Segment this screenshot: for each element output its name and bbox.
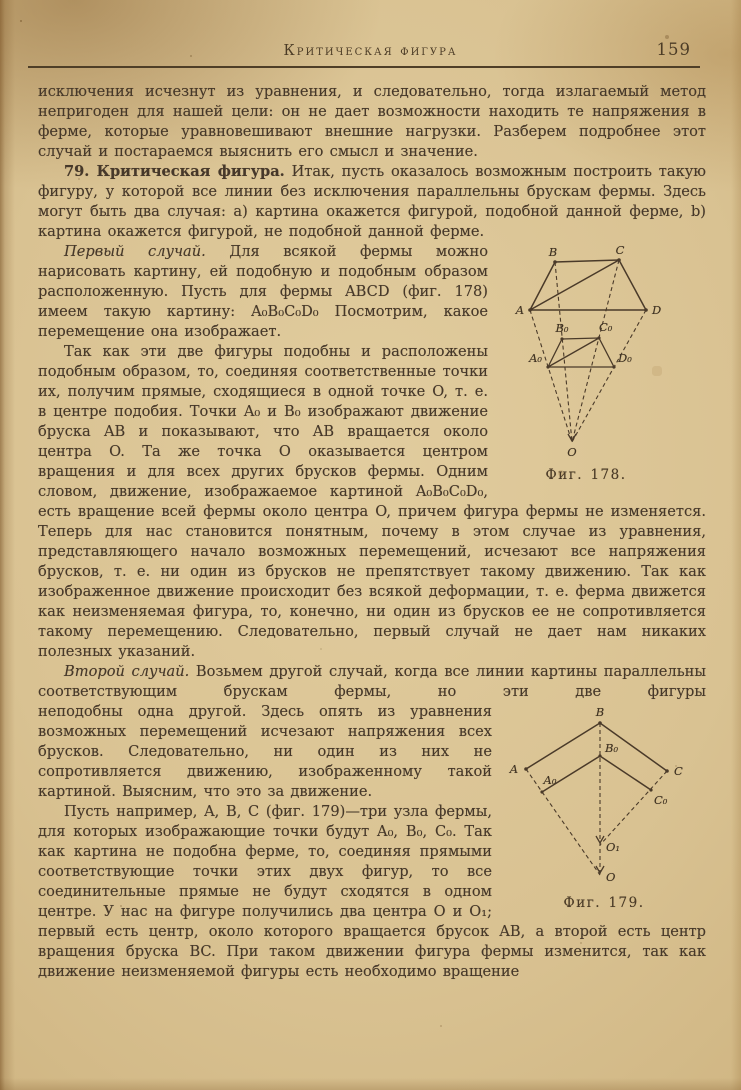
truss-abc xyxy=(526,723,667,771)
vertex-label-b0: B₀ xyxy=(555,321,569,335)
page-body xyxy=(38,82,706,982)
center-label-o1: O₁ xyxy=(606,840,621,854)
figure-caption-178: Фиг. 178. xyxy=(545,467,627,483)
truss-abcd xyxy=(530,260,646,310)
picture-a0b0c0d0 xyxy=(548,338,614,367)
vertex-a xyxy=(524,767,528,771)
vertex-label-c0: C₀ xyxy=(599,320,613,334)
ray-b-o xyxy=(555,262,572,442)
header-divider xyxy=(28,66,700,68)
vertex-label-a: A xyxy=(509,762,518,776)
vertex-label-d: D xyxy=(652,303,662,317)
vertex-label-c0: C₀ xyxy=(654,793,668,807)
vertex-b0 xyxy=(598,754,601,757)
vertex-c xyxy=(617,258,621,262)
paragraph-text: Пусть например, A, B, C (фиг. 179)—три узла фермы, для которых изображающие точки будут A₀, B₀, C₀. Так как картина не подобна ферме, то, соединяя прямыми соответствующие точки этих двух фигур, то все соединительные прямые не будут сходятся в одном центре. У нас на фигуре получились два центра O и O₁; первый есть центр, около которого вращается брусок AB, а второй есть центр вращения бруска BC. При таком движении фигура фермы изменится, так как движение неизменяемой фигуры есть необходимо вращение xyxy=(38,803,706,980)
vertex-c0 xyxy=(649,788,652,791)
paragraph-text: Для всякой фермы можно нарисовать картину, ей подобную и подобным образом расположенную. Пусть для фермы ABCD (фиг. 178) имеем такую картину: A₀B₀C₀D₀ Посмотрим, какое перемещение она изображает. xyxy=(38,243,488,340)
vertex-label-a: A xyxy=(515,303,524,317)
figure-178 xyxy=(500,244,706,485)
vertex-label-a0: A₀ xyxy=(543,773,557,787)
section-heading: 79. Критическая фигура. xyxy=(64,163,285,180)
paper-specks xyxy=(20,20,22,22)
vertex-a xyxy=(528,308,532,312)
paragraph-text: подобны одна другой. Здесь опять из уравнения возможных перемещений исчезают напряжения всех брусков. Следовательно, ни один из них не сопротивляется движению, изображенному такой картиной. Выясним, что это за движение. xyxy=(38,703,492,800)
vertex-b xyxy=(598,721,602,725)
case-heading: Второй случай. xyxy=(64,663,190,680)
case-heading: Первый случай. xyxy=(64,243,206,260)
vertex-b xyxy=(553,260,557,264)
figure-caption-179: Фиг. 179. xyxy=(563,895,645,911)
vertex-label-b: B xyxy=(595,705,605,719)
vertex-label-c: C xyxy=(674,764,683,778)
vertex-c0 xyxy=(597,336,600,339)
paragraph-text: Итак, пусть оказалось возможным построить такую фигуру, у которой все линии без исключения параллельны брускам фермы. Здесь могут быть два случая: a) картина окажется фигурой, подобной данной ферме, b) картина окажется фигурой, не подобной данной ферме. xyxy=(38,163,706,240)
paragraph-text: Так как эти две фигуры подобны и расположены подобным образом, то, соединяя соответственные точки их, получим прямые, сходящиеся в одной точке O, т. е. в центре подобия. Точки A₀ и B₀ изображают движение бруска AB и показывают, что AB вращается около центра O. Та же точка O оказывается центром вращения и для всех других брусков фермы. Одним словом, движение, изображаемое картиной A₀B₀C₀D₀, есть вращение всей фермы около центра O, причем фигура фермы не изменяется. Теперь для нас становится понятным, почему в этом случае из уравнения, представляющего начало возможных перемещений, исчезают все напряжения брусков, т. е. ни один из брусков не препятствует такому движению. Так как изображенное движение происходит без всякой деформации, т. е. ферма движется как неизменяемая фигура, то, конечно, ни один из брусков ее не сопротивляется такому перемещению. Следовательно, первый случай не дает нам никаких полезных указаний. xyxy=(38,343,706,660)
vertex-label-d0: D₀ xyxy=(618,351,632,365)
truss-diagram-178 xyxy=(500,244,706,464)
center-label-o: O xyxy=(567,445,577,459)
vertex-label-b: B xyxy=(548,245,558,259)
paragraph-continuation xyxy=(38,82,706,162)
figure-179 xyxy=(502,704,706,913)
arrowhead-o xyxy=(596,866,604,873)
vertex-label-a0: A₀ xyxy=(529,351,542,365)
picture-a0b0c0 xyxy=(542,756,651,792)
page-number: 159 xyxy=(656,40,691,59)
vertex-b0 xyxy=(560,337,563,340)
vertex-label-b0: B₀ xyxy=(605,741,619,755)
running-head: Критическая фигура xyxy=(283,43,458,59)
vertex-d0 xyxy=(612,365,615,368)
vertex-label-c: C xyxy=(615,244,625,257)
paragraph-section-79 xyxy=(38,162,706,242)
paragraph-text: Возьмем другой случай, когда все линии картины параллельны соответствующим брускам фермы, но эти две фигуры не xyxy=(38,663,706,720)
paragraph-text: исключения исчезнут из уравнения, и следовательно, тогда излагаемый метод непригоден для нашей цели: он не дает возможности находить те напряжения в ферме, которые уравновешивают внешние нагрузки. Разберем подробнее этот случай и постараемся выяснить его смысл и значение. xyxy=(38,83,706,160)
truss-diagram-179 xyxy=(502,704,706,892)
vertex-d xyxy=(644,308,648,312)
vertex-a0 xyxy=(546,365,549,368)
ray-c-o xyxy=(572,260,619,442)
vertex-a0 xyxy=(540,790,543,793)
ray-c-o1 xyxy=(600,771,667,845)
center-label-o: O xyxy=(606,870,616,884)
ray-a-o xyxy=(526,769,600,875)
vertex-c xyxy=(665,769,669,773)
